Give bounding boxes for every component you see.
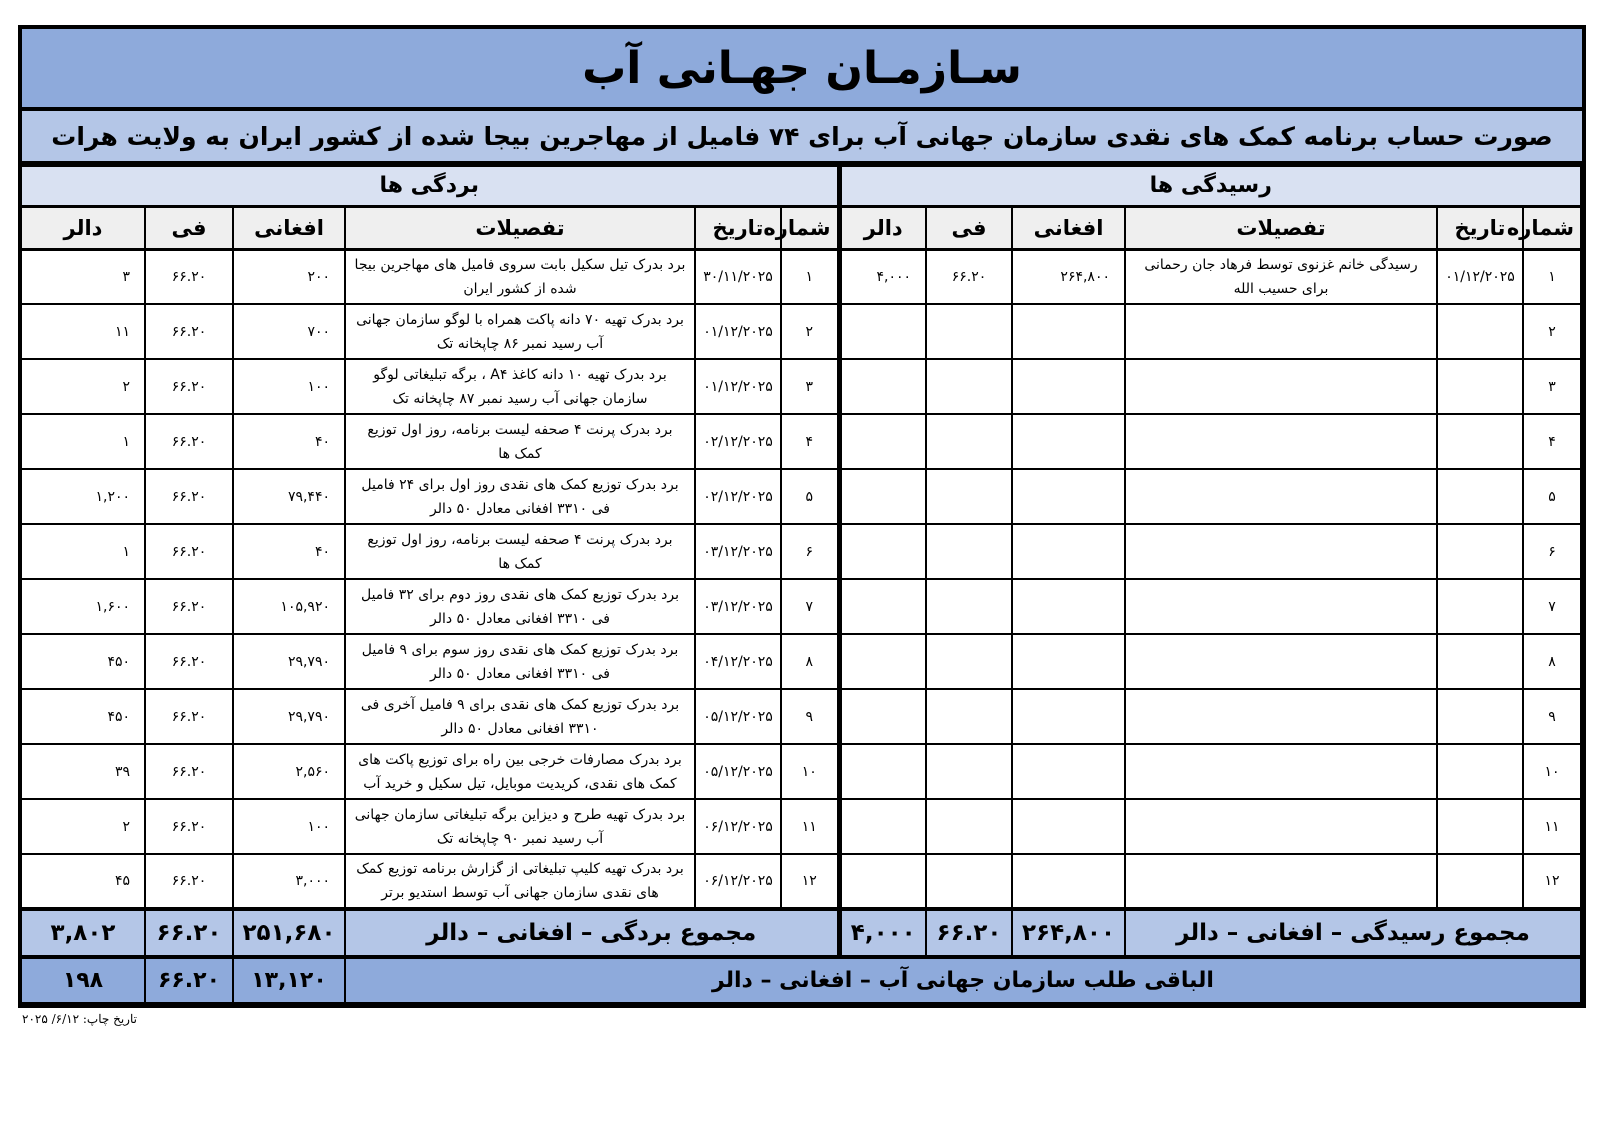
table-row [21, 799, 1581, 854]
receipt-afghani [1012, 744, 1125, 799]
expenses-col-date: تاریخ [695, 206, 781, 249]
receipts-total-rate: ۶۶.۲۰ [926, 909, 1012, 957]
table-row [21, 579, 1581, 634]
receipt-date [1437, 304, 1523, 359]
expense-afghani: ۴۰ [233, 524, 345, 579]
receipt-date [1437, 469, 1523, 524]
expense-date: ۰۳/۱۲/۲۰۲۵ [695, 524, 781, 579]
expense-details: برد بدرک تهیه طرح و دیزاین برگه تبلیغاتی سازمان جهانی آب رسید نمبر ۹۰ چاپخانه تک [345, 799, 695, 854]
expense-date: ۰۶/۱۲/۲۰۲۵ [695, 854, 781, 909]
receipt-rate [926, 414, 1012, 469]
receipt-dollar [839, 414, 926, 469]
expense-rate: ۶۶.۲۰ [145, 249, 233, 304]
expenses-col-details: تفصیلات [345, 206, 695, 249]
receipts-section-title: رسیدگی ها [839, 166, 1581, 206]
receipt-details [1125, 524, 1437, 579]
expense-dollar: ۳۹ [21, 744, 145, 799]
table-row [21, 744, 1581, 799]
balance-row [21, 957, 1581, 1003]
table-row [21, 359, 1581, 414]
expense-date: ۰۳/۱۲/۲۰۲۵ [695, 579, 781, 634]
expense-details: برد بدرک توزیع کمک های نقدی روز دوم برای ۳۲ فامیل فی ۳۳۱۰ افغانی معادل ۵۰ دالر [345, 579, 695, 634]
expenses-total-label: مجموع بردگی – افغانی – دالر [345, 909, 839, 957]
receipt-dollar [839, 689, 926, 744]
receipt-details [1125, 854, 1437, 909]
receipt-date [1437, 854, 1523, 909]
expenses-col-number: شماره [781, 206, 839, 249]
title-band [22, 29, 1582, 111]
expense-details: برد بدرک تهیه کلیپ تبلیغاتی از گزارش برنامه توزیع کمک های نقدی سازمان جهانی آب توسط استدیو برتر [345, 854, 695, 909]
table-row [21, 469, 1581, 524]
receipt-dollar [839, 799, 926, 854]
expense-date: ۰۱/۱۲/۲۰۲۵ [695, 359, 781, 414]
receipts-col-number: شماره [1523, 206, 1581, 249]
receipts-col-afghani: افغانی [1012, 206, 1125, 249]
receipts-col-date: تاریخ [1437, 206, 1523, 249]
subtitle-band [22, 111, 1582, 165]
receipt-rate [926, 524, 1012, 579]
receipt-afghani [1012, 689, 1125, 744]
expense-dollar: ۱ [21, 414, 145, 469]
receipt-afghani [1012, 854, 1125, 909]
receipt-rate [926, 359, 1012, 414]
account-statement-sheet [18, 25, 1586, 1008]
expense-date: ۳۰/۱۱/۲۰۲۵ [695, 249, 781, 304]
expense-number: ۳ [781, 359, 839, 414]
receipts-total-dollar: ۴,۰۰۰ [839, 909, 926, 957]
receipt-number: ۳ [1523, 359, 1581, 414]
expense-date: ۰۱/۱۲/۲۰۲۵ [695, 304, 781, 359]
receipt-dollar [839, 359, 926, 414]
receipt-date [1437, 579, 1523, 634]
receipt-details [1125, 304, 1437, 359]
expenses-section-title: بردگی ها [21, 166, 839, 206]
receipt-rate [926, 744, 1012, 799]
expense-details: برد بدرک پرنت ۴ صحفه لیست برنامه، روز اول توزیع کمک ها [345, 414, 695, 469]
expense-date: ۰۲/۱۲/۲۰۲۵ [695, 414, 781, 469]
receipt-afghani [1012, 799, 1125, 854]
receipt-rate: ۶۶.۲۰ [926, 249, 1012, 304]
expense-number: ۸ [781, 634, 839, 689]
receipt-afghani [1012, 414, 1125, 469]
table-row [21, 304, 1581, 359]
expense-details: برد بدرک تهیه ۱۰ دانه کاغذ A۴ ، برگه تبلیغاتی لوگو سازمان جهانی آب رسید نمبر ۸۷ چاپخانه تک [345, 359, 695, 414]
expense-rate: ۶۶.۲۰ [145, 414, 233, 469]
receipt-afghani [1012, 304, 1125, 359]
expense-dollar: ۱۱ [21, 304, 145, 359]
receipt-details [1125, 359, 1437, 414]
table-row [21, 854, 1581, 909]
receipt-rate [926, 469, 1012, 524]
expense-number: ۱۱ [781, 799, 839, 854]
table-row [21, 634, 1581, 689]
expense-date: ۰۵/۱۲/۲۰۲۵ [695, 689, 781, 744]
organization-title: سـازمـان جهـانی آب [582, 42, 1022, 94]
receipt-details [1125, 414, 1437, 469]
receipt-dollar: ۴,۰۰۰ [839, 249, 926, 304]
expense-rate: ۶۶.۲۰ [145, 689, 233, 744]
receipt-dollar [839, 579, 926, 634]
expense-afghani: ۷۰۰ [233, 304, 345, 359]
expense-afghani: ۱۰۰ [233, 359, 345, 414]
expense-details: برد بدرک توزیع کمک های نقدی روز اول برای ۲۴ فامیل فی ۳۳۱۰ افغانی معادل ۵۰ دالر [345, 469, 695, 524]
receipt-rate [926, 799, 1012, 854]
receipt-number: ۵ [1523, 469, 1581, 524]
receipt-rate [926, 634, 1012, 689]
expense-dollar: ۳ [21, 249, 145, 304]
receipt-number: ۹ [1523, 689, 1581, 744]
expenses-col-afghani: افغانی [233, 206, 345, 249]
receipt-date [1437, 414, 1523, 469]
receipt-details [1125, 744, 1437, 799]
receipt-number: ۱۲ [1523, 854, 1581, 909]
expense-number: ۱ [781, 249, 839, 304]
expense-rate: ۶۶.۲۰ [145, 744, 233, 799]
receipt-details [1125, 634, 1437, 689]
expense-rate: ۶۶.۲۰ [145, 799, 233, 854]
expense-number: ۲ [781, 304, 839, 359]
expense-number: ۹ [781, 689, 839, 744]
receipt-date [1437, 524, 1523, 579]
statement-subtitle: صورت حساب برنامه کمک های نقدی سازمان جهانی آب برای ۷۴ فامیل از مهاجرین بیجا شده از کشور ایران به ولایت هرات [51, 121, 1553, 151]
expense-afghani: ۲۹,۷۹۰ [233, 634, 345, 689]
receipt-rate [926, 579, 1012, 634]
expense-number: ۵ [781, 469, 839, 524]
receipt-date [1437, 634, 1523, 689]
expense-number: ۱۲ [781, 854, 839, 909]
expense-rate: ۶۶.۲۰ [145, 579, 233, 634]
expense-details: برد بدرک پرنت ۴ صحفه لیست برنامه، روز اول توزیع کمک ها [345, 524, 695, 579]
receipt-afghani [1012, 469, 1125, 524]
print-date-value: ۶/۱۲/ ۲۰۲۵ [22, 1012, 80, 1026]
receipts-col-details: تفصیلات [1125, 206, 1437, 249]
statement-table [20, 165, 1582, 1004]
expense-number: ۴ [781, 414, 839, 469]
expenses-col-dollar: دالر [21, 206, 145, 249]
receipt-date: ۰۱/۱۲/۲۰۲۵ [1437, 249, 1523, 304]
receipt-number: ۸ [1523, 634, 1581, 689]
receipt-dollar [839, 744, 926, 799]
receipt-date [1437, 359, 1523, 414]
balance-label: الباقی طلب سازمان جهانی آب – افغانی – دالر [345, 957, 1581, 1003]
receipt-dollar [839, 304, 926, 359]
expense-details: برد بدرک تیل سکیل بابت سروی فامیل های مهاجرین بیجا شده از کشور ایران [345, 249, 695, 304]
expense-afghani: ۱۰۰ [233, 799, 345, 854]
receipts-col-rate: فی [926, 206, 1012, 249]
receipt-date [1437, 744, 1523, 799]
totals-row [21, 909, 1581, 957]
expenses-total-dollar: ۳,۸۰۲ [21, 909, 145, 957]
receipt-number: ۱۱ [1523, 799, 1581, 854]
receipt-afghani [1012, 579, 1125, 634]
table-row [21, 414, 1581, 469]
receipt-details [1125, 469, 1437, 524]
receipt-afghani [1012, 634, 1125, 689]
ledger-body [21, 249, 1581, 909]
expense-details: برد بدرک توزیع کمک های نقدی برای ۹ فامیل آخری فی ۳۳۱۰ افغانی معادل ۵۰ دالر [345, 689, 695, 744]
expense-afghani: ۴۰ [233, 414, 345, 469]
expense-afghani: ۳,۰۰۰ [233, 854, 345, 909]
expenses-col-rate: فی [145, 206, 233, 249]
expense-rate: ۶۶.۲۰ [145, 854, 233, 909]
expense-dollar: ۱ [21, 524, 145, 579]
expense-afghani: ۷۹,۴۴۰ [233, 469, 345, 524]
expense-afghani: ۱۰۵,۹۲۰ [233, 579, 345, 634]
receipts-col-dollar: دالر [839, 206, 926, 249]
expense-date: ۰۵/۱۲/۲۰۲۵ [695, 744, 781, 799]
expense-date: ۰۴/۱۲/۲۰۲۵ [695, 634, 781, 689]
balance-afghani: ۱۳,۱۲۰ [233, 957, 345, 1003]
expense-number: ۶ [781, 524, 839, 579]
expense-rate: ۶۶.۲۰ [145, 359, 233, 414]
table-row [21, 689, 1581, 744]
receipt-date [1437, 799, 1523, 854]
receipt-details [1125, 689, 1437, 744]
expense-rate: ۶۶.۲۰ [145, 524, 233, 579]
expense-number: ۷ [781, 579, 839, 634]
balance-dollar: ۱۹۸ [21, 957, 145, 1003]
expense-rate: ۶۶.۲۰ [145, 634, 233, 689]
receipt-details: رسیدگی خانم غزنوی توسط فرهاد جان رحمانی برای حسیب الله [1125, 249, 1437, 304]
balance-rate: ۶۶.۲۰ [145, 957, 233, 1003]
expense-details: برد بدرک تهیه ۷۰ دانه پاکت همراه با لوگو سازمان جهانی آب رسید نمبر ۸۶ چاپخانه تک [345, 304, 695, 359]
receipt-afghani [1012, 359, 1125, 414]
receipt-number: ۶ [1523, 524, 1581, 579]
receipt-details [1125, 799, 1437, 854]
expenses-total-rate: ۶۶.۲۰ [145, 909, 233, 957]
expense-afghani: ۲,۵۶۰ [233, 744, 345, 799]
receipt-number: ۱ [1523, 249, 1581, 304]
expense-rate: ۶۶.۲۰ [145, 469, 233, 524]
table-row [21, 249, 1581, 304]
expense-details: برد بدرک مصارفات خرجی بین راه برای توزیع پاکت های کمک های نقدی، کریدیت موبایل، تیل سکیل و خرید آب [345, 744, 695, 799]
print-date [22, 1012, 137, 1026]
receipt-details [1125, 579, 1437, 634]
receipt-number: ۱۰ [1523, 744, 1581, 799]
expense-dollar: ۴۵۰ [21, 689, 145, 744]
receipt-rate [926, 304, 1012, 359]
receipt-rate [926, 854, 1012, 909]
expense-dollar: ۲ [21, 799, 145, 854]
receipt-dollar [839, 524, 926, 579]
expense-number: ۱۰ [781, 744, 839, 799]
expense-dollar: ۲ [21, 359, 145, 414]
receipts-total-label: مجموع رسیدگی – افغانی – دالر [1125, 909, 1581, 957]
receipt-number: ۷ [1523, 579, 1581, 634]
receipt-dollar [839, 469, 926, 524]
receipt-date [1437, 689, 1523, 744]
receipts-total-afghani: ۲۶۴,۸۰۰ [1012, 909, 1125, 957]
expense-details: برد بدرک توزیع کمک های نقدی روز سوم برای ۹ فامیل فی ۳۳۱۰ افغانی معادل ۵۰ دالر [345, 634, 695, 689]
expenses-total-afghani: ۲۵۱,۶۸۰ [233, 909, 345, 957]
receipt-dollar [839, 854, 926, 909]
receipt-afghani: ۲۶۴,۸۰۰ [1012, 249, 1125, 304]
expense-date: ۰۲/۱۲/۲۰۲۵ [695, 469, 781, 524]
expense-dollar: ۴۵۰ [21, 634, 145, 689]
expense-dollar: ۱,۲۰۰ [21, 469, 145, 524]
expense-date: ۰۶/۱۲/۲۰۲۵ [695, 799, 781, 854]
receipt-number: ۲ [1523, 304, 1581, 359]
receipt-dollar [839, 634, 926, 689]
receipt-afghani [1012, 524, 1125, 579]
receipt-rate [926, 689, 1012, 744]
receipt-number: ۴ [1523, 414, 1581, 469]
expense-dollar: ۴۵ [21, 854, 145, 909]
expense-dollar: ۱,۶۰۰ [21, 579, 145, 634]
table-row [21, 524, 1581, 579]
expense-afghani: ۲۰۰ [233, 249, 345, 304]
expense-afghani: ۲۹,۷۹۰ [233, 689, 345, 744]
expense-rate: ۶۶.۲۰ [145, 304, 233, 359]
print-date-label: تاریخ چاپ: [82, 1012, 137, 1026]
